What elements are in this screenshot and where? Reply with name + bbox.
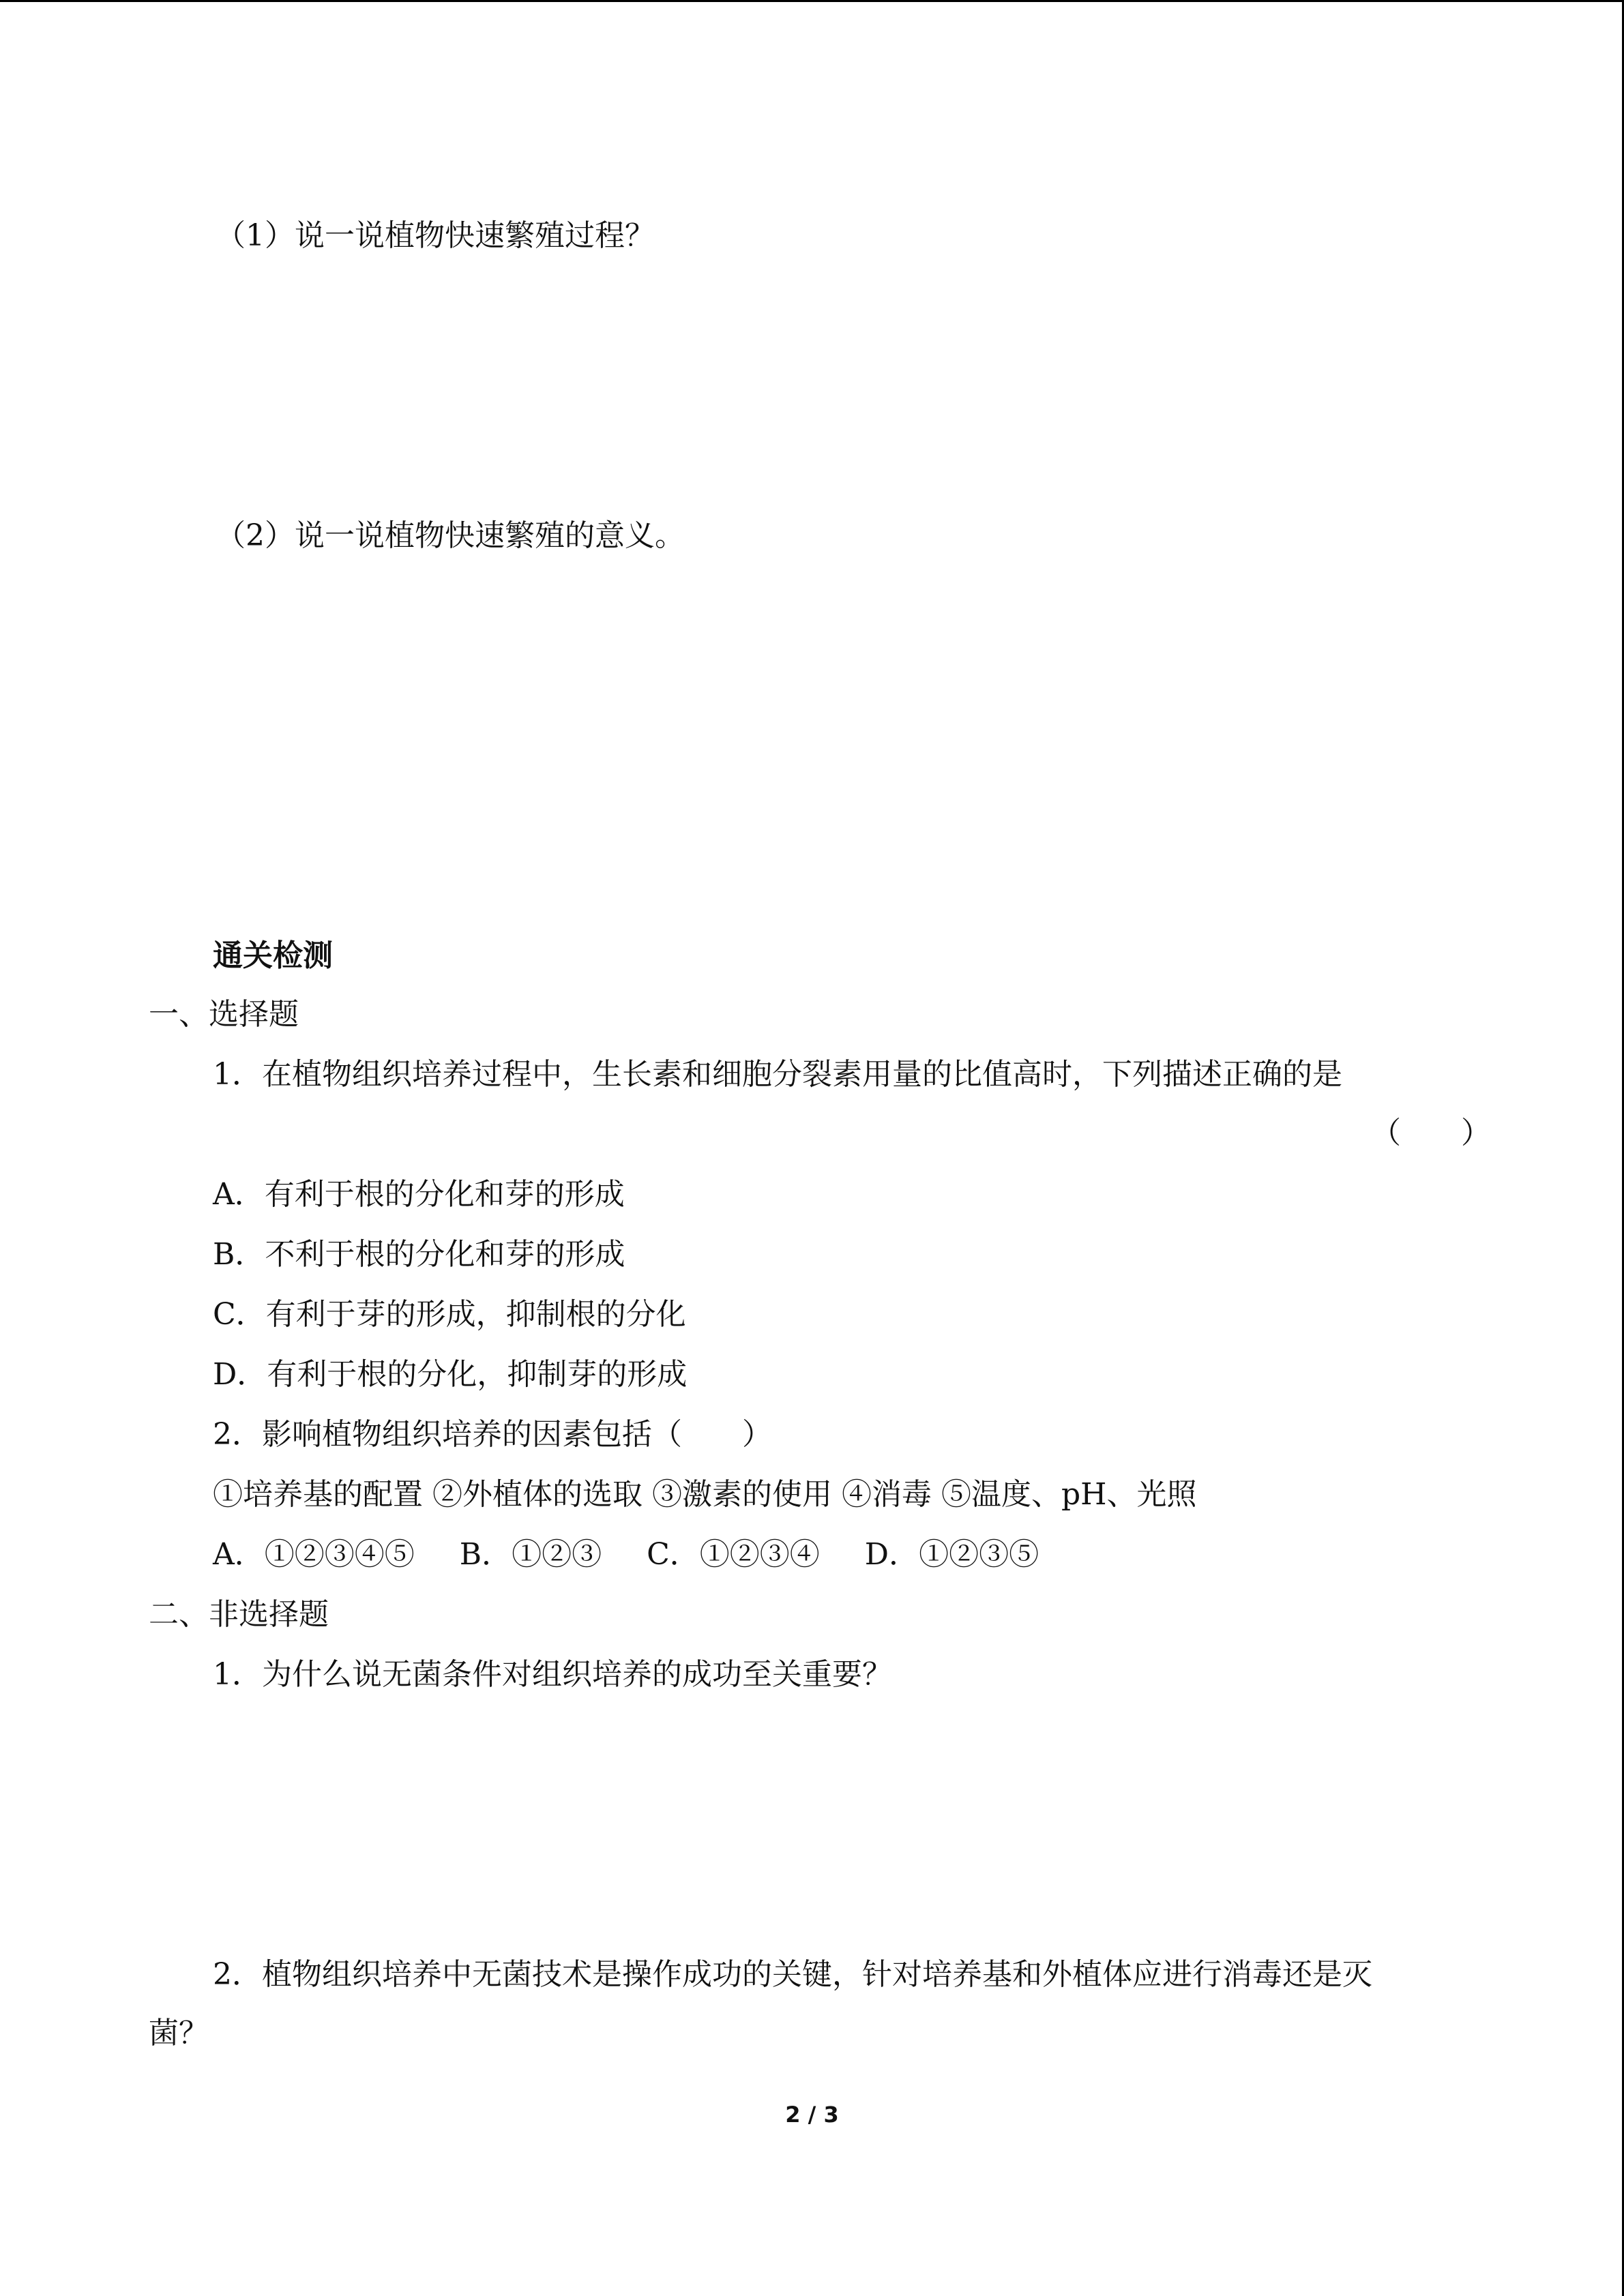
mc-question-1-option-d: D．有利于根的分化，抑制芽的形成 — [213, 1357, 688, 1392]
top-border — [0, 0, 1624, 2]
mc-question-1-option-b: B．不利于根的分化和芽的形成 — [213, 1237, 625, 1272]
mc-question-2-option-b: B．①②③ — [459, 1537, 602, 1572]
section-title: 通关检测 — [213, 938, 333, 973]
mc-question-1-stem: 1．在植物组织培养过程中，生长素和细胞分裂素用量的比值高时，下列描述正确的是 — [213, 1057, 1342, 1092]
mc-question-2-option-d: D．①②③⑤ — [864, 1537, 1039, 1572]
mc-question-2-option-c: C．①②③④ — [647, 1537, 820, 1572]
mc-question-1-bracket: （ ） — [1371, 1116, 1491, 1150]
mc-question-1-option-a: A．有利于根的分化和芽的形成 — [213, 1177, 625, 1212]
mc-question-2-factors: ①培养基的配置 ②外植体的选取 ③激素的使用 ④消毒 ⑤温度、pH、光照 — [213, 1477, 1197, 1512]
part1-heading: 一、选择题 — [149, 997, 299, 1032]
open-question-2-line-2: 菌？ — [149, 2016, 209, 2051]
part2-heading: 二、非选择题 — [149, 1597, 329, 1632]
mc-question-2-options — [213, 1534, 1084, 1575]
question-process: （1）说一说植物快速繁殖过程？ — [216, 218, 655, 253]
open-question-1: 1．为什么说无菌条件对组织培养的成功至关重要？ — [213, 1657, 892, 1692]
mc-question-1-option-c: C．有利于芽的形成，抑制根的分化 — [213, 1297, 686, 1332]
mc-question-2-option-a: A．①②③④⑤ — [213, 1537, 415, 1572]
page-number: 2 / 3 — [785, 2102, 839, 2128]
mc-question-2-stem: 2．影响植物组织培养的因素包括（ ） — [213, 1417, 772, 1452]
question-significance: （2）说一说植物快速繁殖的意义。 — [216, 518, 685, 553]
open-question-2-line-1: 2．植物组织培养中无菌技术是操作成功的关键，针对培养基和外植体应进行消毒还是灭 — [213, 1957, 1372, 1992]
